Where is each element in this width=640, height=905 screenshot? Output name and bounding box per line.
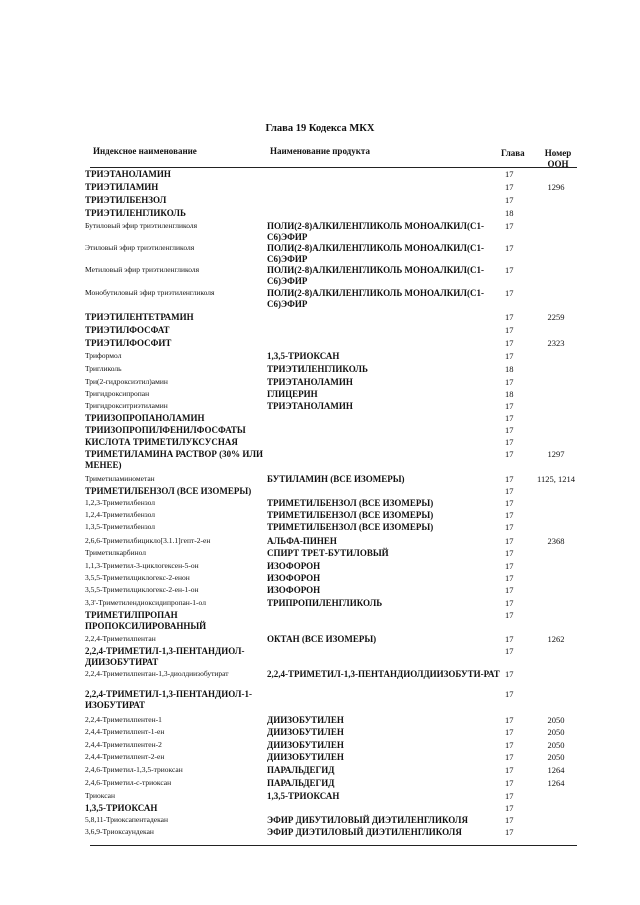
chapter-cell: 17 [505,689,514,699]
chapter-cell: 17 [505,486,514,496]
product-name-cell: ПОЛИ(2-8)АЛКИЛЕНГЛИКОЛЬ МОНОАЛКИЛ(C1-C6)ЭФИР [267,288,485,309]
product-name-cell: ТРИМЕТИЛБЕНЗОЛ (ВСЕ ИЗОМЕРЫ) [267,498,434,508]
un-number-cell: 1264 [547,778,565,788]
chapter-cell: 17 [505,474,514,484]
index-name-cell: ТРИЭТИЛФОСФИТ [85,338,172,348]
product-name-cell: ЭФИР ДИБУТИЛОВЫЙ ДИЭТИЛЕНГЛИКОЛЯ [267,815,469,825]
chapter-cell: 17 [505,548,514,558]
product-name-cell: ДИИЗОБУТИЛЕН [267,740,344,750]
chapter-cell: 17 [505,265,514,275]
product-name-cell: ДИИЗОБУТИЛЕН [267,752,344,762]
index-name-cell: Метиловый эфир триэтиленгликоля [85,265,200,274]
index-name-cell: ТРИЭТИЛФОСФАТ [85,325,170,335]
index-name-cell: ТРИЭТИЛАМИН [85,182,159,192]
index-name-cell: 3,5,5-Триметилциклогекс-2-енон [85,573,190,582]
product-name-cell: ИЗОФОРОН [267,573,321,583]
chapter-cell: 17 [505,243,514,253]
index-name-cell: КИСЛОТА ТРИМЕТИЛУКСУСНАЯ [85,437,238,447]
un-number-cell: 2323 [547,338,565,348]
index-name-cell: 1,2,4-Триметилбензол [85,510,156,519]
chapter-cell: 17 [505,325,514,335]
product-name-cell: ПОЛИ(2-8)АЛКИЛЕНГЛИКОЛЬ МОНОАЛКИЛ(C1-C6)ЭФИР [267,243,485,264]
product-name-cell: ПОЛИ(2-8)АЛКИЛЕНГЛИКОЛЬ МОНОАЛКИЛ(C1-C6)ЭФИР [267,221,485,242]
chapter-cell: 17 [505,778,514,788]
index-name-cell: 2,4,6-Триметил-с-триоксан [85,778,172,787]
un-number-cell: 2050 [547,727,565,737]
index-name-cell: ТРИМЕТИЛПРОПАН ПРОПОКСИЛИРОВАННЫЙ [85,610,207,631]
chapter-cell: 17 [505,288,514,298]
product-name-cell: 1,3,5-ТРИОКСАН [267,791,340,801]
product-name-cell: ИЗОФОРОН [267,585,321,595]
chapter-cell: 17 [505,727,514,737]
product-name-cell: СПИРТ ТРЕТ-БУТИЛОВЫЙ [267,548,389,558]
product-name-cell: ПАРАЛЬДЕГИД [267,778,335,788]
chapter-cell: 17 [505,449,514,459]
chapter-cell: 17 [505,585,514,595]
chapter-cell: 17 [505,425,514,435]
chapter-cell: 17 [505,598,514,608]
product-name-cell: ПОЛИ(2-8)АЛКИЛЕНГЛИКОЛЬ МОНОАЛКИЛ(C1-C6)ЭФИР [267,265,485,286]
index-name-cell: 2,2,4-ТРИМЕТИЛ-1,3-ПЕНТАНДИОЛ-1-ИЗОБУТИРАТ [85,689,252,710]
product-name-cell: ОКТАН (ВСЕ ИЗОМЕРЫ) [267,634,377,644]
column-header-chapter: Глава [501,148,525,158]
index-name-cell: 2,4,4-Триметилпент-1-ен [85,727,165,736]
chapter-cell: 18 [505,208,514,218]
index-name-cell: Триоксан [85,791,116,800]
index-name-cell: Тригидрокситриэтиламин [85,401,168,410]
chapter-cell: 17 [505,182,514,192]
un-number-cell: 2050 [547,715,565,725]
chapter-cell: 17 [505,312,514,322]
un-number-cell: 2050 [547,752,565,762]
chapter-cell: 17 [505,815,514,825]
index-name-cell: 2,2,4-ТРИМЕТИЛ-1,3-ПЕНТАНДИОЛ-ДИИЗОБУТИРАТ [85,646,245,667]
chapter-cell: 18 [505,389,514,399]
chapter-cell: 17 [505,669,514,679]
index-name-cell: 2,4,4-Триметилпентен-2 [85,740,162,749]
product-name-cell: ДИИЗОБУТИЛЕН [267,715,344,725]
product-name-cell: ТРИЭТАНОЛАМИН [267,377,353,387]
chapter-cell: 17 [505,765,514,775]
chapter-cell: 17 [505,634,514,644]
product-name-cell: ЭФИР ДИЭТИЛОВЫЙ ДИЭТИЛЕНГЛИКОЛЯ [267,827,462,837]
index-name-cell: ТРИМЕТИЛБЕНЗОЛ (ВСЕ ИЗОМЕРЫ) [85,486,252,496]
chapter-cell: 17 [505,752,514,762]
index-name-cell: Триметилкарбинол [85,548,147,557]
product-name-cell: ГЛИЦЕРИН [267,389,318,399]
index-name-cell: ТРИИЗОПРОПАНОЛАМИН [85,413,205,423]
index-name-cell: ТРИЭТАНОЛАМИН [85,169,171,179]
chapter-cell: 17 [505,510,514,520]
chapter-cell: 18 [505,364,514,374]
index-name-cell: 5,8,11-Триоксапентадекан [85,815,168,824]
index-name-cell: ТРИМЕТИЛАМИНА РАСТВОР (30% ИЛИ МЕНЕЕ) [85,449,264,470]
index-name-cell: 2,2,4-Триметилпентан [85,634,156,643]
chapter-cell: 17 [505,413,514,423]
chapter-cell: 17 [505,646,514,656]
index-name-cell: 2,6,6-Триметилбицикло[3.1.1]гепт-2-ен [85,536,211,545]
index-name-cell: 1,2,3-Триметилбензол [85,498,156,507]
index-name-cell: Этиловый эфир триэтиленгликоля [85,243,195,252]
un-number-cell: 1262 [547,634,565,644]
chapter-cell: 17 [505,740,514,750]
index-name-cell: 3,3'-Триметилендиоксидипропан-1-ол [85,598,206,607]
product-name-cell: ТРИПРОПИЛЕНГЛИКОЛЬ [267,598,383,608]
product-name-cell: ТРИЭТАНОЛАМИН [267,401,353,411]
chapter-cell: 17 [505,498,514,508]
index-name-cell: Триформол [85,351,122,360]
product-name-cell: БУТИЛАМИН (ВСЕ ИЗОМЕРЫ) [267,474,405,484]
index-name-cell: 2,4,6-Триметил-1,3,5-триоксан [85,765,183,774]
chapter-cell: 17 [505,573,514,583]
un-number-cell: 1297 [547,449,565,459]
product-name-cell: ПАРАЛЬДЕГИД [267,765,335,775]
index-name-cell: 3,6,9-Триоксаундекан [85,827,154,836]
chapter-cell: 17 [505,715,514,725]
un-number-cell: 1296 [547,182,565,192]
product-name-cell: ТРИМЕТИЛБЕНЗОЛ (ВСЕ ИЗОМЕРЫ) [267,522,434,532]
un-number-cell: 2368 [547,536,565,546]
product-name-cell: ТРИМЕТИЛБЕНЗОЛ (ВСЕ ИЗОМЕРЫ) [267,510,434,520]
chapter-cell: 17 [505,169,514,179]
index-name-cell: 1,1,3-Триметил-3-циклогексен-5-он [85,561,199,570]
index-name-cell: Триметиламинометан [85,474,155,483]
product-name-cell: ИЗОФОРОН [267,561,321,571]
product-name-cell: ДИИЗОБУТИЛЕН [267,727,344,737]
product-name-cell: АЛЬФА-ПИНЕН [267,536,337,546]
chapter-cell: 17 [505,351,514,361]
chapter-cell: 17 [505,803,514,813]
index-name-cell: ТРИИЗОПРОПИЛФЕНИЛФОСФАТЫ [85,425,246,435]
index-name-cell: 1,3,5-ТРИОКСАН [85,803,158,813]
chapter-cell: 17 [505,827,514,837]
chapter-cell: 17 [505,536,514,546]
product-name-cell: 2,2,4-ТРИМЕТИЛ-1,3-ПЕНТАНДИОЛДИИЗОБУТИ-РАТ [267,669,500,679]
index-name-cell: Тригликоль [85,364,122,373]
un-number-cell: 1125, 1214 [537,474,575,484]
chapter-cell: 17 [505,522,514,532]
table-bottom-divider [90,845,577,846]
chapter-cell: 17 [505,561,514,571]
index-name-cell: 2,4,4-Триметилпент-2-ен [85,752,165,761]
chapter-cell: 17 [505,195,514,205]
index-name-cell: Тригидроксипропан [85,389,150,398]
column-header-product-name: Наименование продукта [270,146,370,156]
column-header-un-number: Номер ООН [544,148,572,169]
chapter-cell: 17 [505,610,514,620]
chapter-cell: 17 [505,437,514,447]
product-name-cell: 1,3,5-ТРИОКСАН [267,351,340,361]
chapter-cell: 17 [505,221,514,231]
index-name-cell: Бутиловый эфир триэтиленгликоля [85,221,198,230]
chapter-cell: 17 [505,791,514,801]
un-number-cell: 1264 [547,765,565,775]
index-name-cell: Три(2-гидроксиэтил)амин [85,377,168,386]
index-name-cell: 2,2,4-Триметилпентан-1,3-диолдиизобутират [85,669,229,678]
index-name-cell: Монобутиловый эфир триэтиленгликоля [85,288,215,297]
column-header-index-name: Индексное наименование [93,146,197,156]
chapter-cell: 17 [505,338,514,348]
index-name-cell: ТРИЭТИЛЕНГЛИКОЛЬ [85,208,186,218]
index-name-cell: 2,2,4-Триметилпентен-1 [85,715,162,724]
un-number-cell: 2259 [547,312,565,322]
index-name-cell: 1,3,5-Триметилбензол [85,522,156,531]
index-name-cell: ТРИЭТИЛЕНТЕТРАМИН [85,312,194,322]
un-number-cell: 2050 [547,740,565,750]
page-title: Глава 19 Кодекса МКХ [265,123,375,134]
index-name-cell: 3,5,5-Триметилциклогекс-2-ен-1-он [85,585,199,594]
chapter-cell: 17 [505,377,514,387]
product-name-cell: ТРИЭТИЛЕНГЛИКОЛЬ [267,364,368,374]
index-name-cell: ТРИЭТИЛБЕНЗОЛ [85,195,167,205]
chapter-cell: 17 [505,401,514,411]
